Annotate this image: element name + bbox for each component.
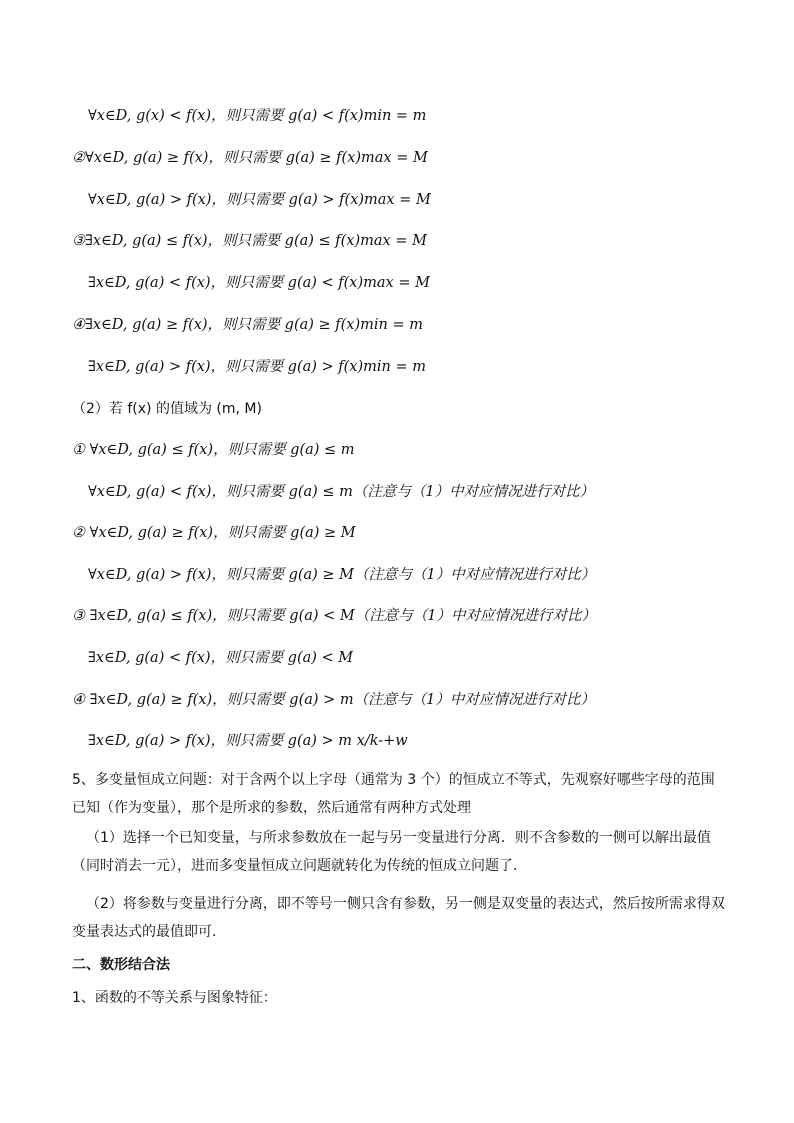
text-line: ∀x∈D, g(a) > f(x)，则只需要 g(a) > f(x)max = M <box>88 192 431 208</box>
text-line: ④ ∃x∈D, g(a) ≥ f(x)，则只需要 g(a) > m（注意与（1）中对应情况进行对比） <box>72 692 595 708</box>
section-heading: 二、数形结合法 <box>72 957 170 973</box>
text-line: ∀x∈D, g(x) < f(x)，则只需要 g(a) < f(x)min = m <box>88 108 427 124</box>
text-line: ∃x∈D, g(a) < f(x)，则只需要 g(a) < f(x)max = M <box>88 275 430 291</box>
text-line: ∃x∈D, g(a) > f(x)，则只需要 g(a) > m x/k-+w <box>88 733 408 749</box>
text-line: ∀x∈D, g(a) > f(x)，则只需要 g(a) ≥ M（注意与（1）中对应情况进行对比） <box>88 567 596 583</box>
list-item: 1、函数的不等关系与图象特征： <box>72 990 277 1006</box>
text-line: ② ∀x∈D, g(a) ≥ f(x)，则只需要 g(a) ≥ M <box>72 525 356 541</box>
text-line: ∀x∈D, g(a) < f(x)，则只需要 g(a) ≤ m（注意与（1）中对应情况进行对比） <box>88 484 595 500</box>
text-line: ∃x∈D, g(a) > f(x)，则只需要 g(a) > f(x)min = m <box>88 359 426 375</box>
paragraph-5: 5、多变量恒成立问题：对于含两个以上字母（通常为 3 个）的恒成立不等式，先观察好哪些字母的范围已知（作为变量），那个是所求的参数，然后通常有两种方式处理 <box>72 772 715 816</box>
text-line: ① ∀x∈D, g(a) ≤ f(x)，则只需要 g(a) ≤ m <box>72 442 355 458</box>
text-line: ∃x∈D, g(a) < f(x)，则只需要 g(a) < M <box>88 650 354 666</box>
text-line: ③∃x∈D, g(a) ≤ f(x)，则只需要 g(a) ≤ f(x)max = M <box>72 233 427 249</box>
text-line: ②∀x∈D, g(a) ≥ f(x)，则只需要 g(a) ≥ f(x)max = M <box>72 150 428 166</box>
paragraph-5-2: （2）将参数与变量进行分离，即不等号一侧只含有参数，另一侧是双变量的表达式，然后按所需求得双变量表达式的最值即可． <box>72 896 725 940</box>
paragraph-5-1: （1）选择一个已知变量，与所求参数放在一起与另一变量进行分离．则不含参数的一侧可以解出最值（同时消去一元），进而多变量恒成立问题就转化为传统的恒成立问题了． <box>72 830 711 874</box>
text-line: ③ ∃x∈D, g(a) ≤ f(x)，则只需要 g(a) < M（注意与（1）中对应情况进行对比） <box>72 608 596 624</box>
text-line: ④∃x∈D, g(a) ≥ f(x)，则只需要 g(a) ≥ f(x)min = m <box>72 317 423 333</box>
text-line: （2）若 f(x) 的值域为 (m, M) <box>72 401 262 417</box>
